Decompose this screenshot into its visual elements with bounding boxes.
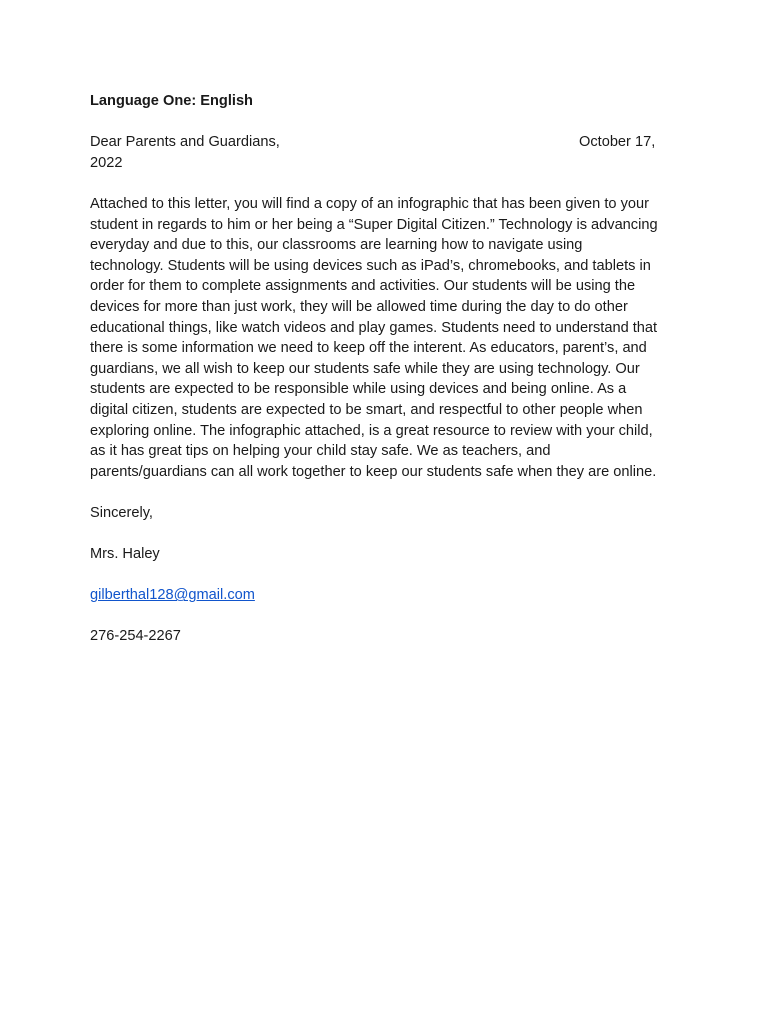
body-line: everyday and due to this, our classrooms are learning how to navigate using — [90, 237, 583, 254]
closing: Sincerely, — [90, 504, 153, 521]
phone-number: 276-254-2267 — [90, 628, 181, 645]
body-line: there is some information we need to keep off the interent. As educators, parent’s, and — [90, 340, 647, 357]
body-line: student in regards to him or her being a “Super Digital Citizen.” Technology is advancing — [90, 216, 658, 233]
body-line: guardians, we all wish to keep our students safe while they are using technology. Our — [90, 360, 640, 377]
body-line: educational things, like watch videos and play games. Students need to understand that — [90, 319, 658, 336]
body-line: Attached to this letter, you will find a copy of an infographic that has been given to your — [90, 195, 649, 212]
body-line: students are expected to be responsible while using devices and being online. As a — [90, 381, 627, 398]
letter-date-line2: 2022 — [90, 154, 123, 171]
salutation: Dear Parents and Guardians, — [90, 134, 280, 151]
signature: Mrs. Haley — [90, 546, 160, 563]
letter-date-line1: October 17, — [579, 134, 656, 151]
letter-heading: Language One: English — [90, 93, 253, 109]
email-link[interactable]: gilberthal128@gmail.com — [90, 587, 255, 604]
body-line: devices for more than just work, they will be allowed time during the day to do other — [90, 298, 628, 315]
letter-body — [90, 194, 690, 482]
body-line: technology. Students will be using devices such as iPad’s, chromebooks, and tablets in — [90, 257, 651, 274]
body-line: order for them to complete assignments and activities. Our students will be using the — [90, 278, 636, 295]
body-line: digital citizen, students are expected to be smart, and respectful to other people when — [90, 401, 643, 418]
letter-page — [90, 91, 690, 668]
greeting-row — [90, 132, 690, 173]
body-line: as it has great tips on helping your child stay safe. We as teachers, and — [90, 443, 551, 460]
body-line: parents/guardians can all work together to keep our students safe when they are online. — [90, 463, 657, 480]
body-line: exploring online. The infographic attached, is a great resource to review with your child, — [90, 422, 653, 439]
